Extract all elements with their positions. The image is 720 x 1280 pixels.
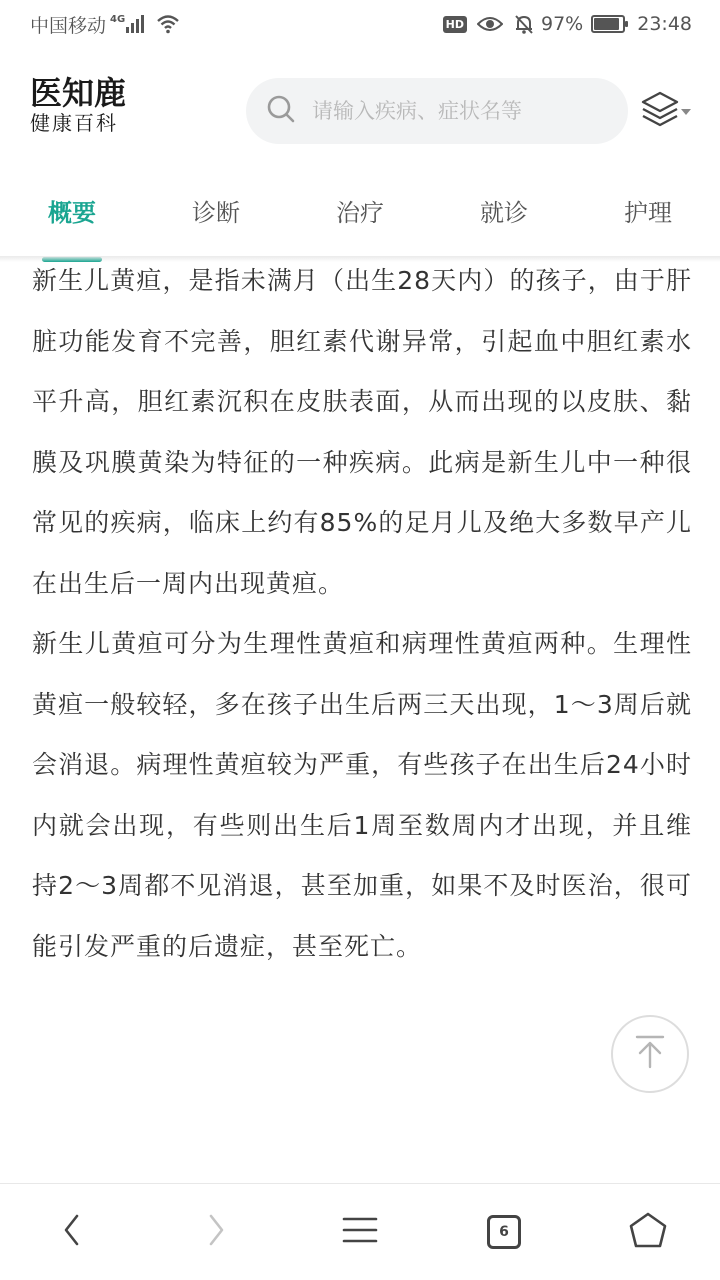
tab-count: 6: [487, 1215, 521, 1249]
battery-percent: 97%: [541, 13, 584, 35]
back-arrow-icon: [62, 1212, 82, 1252]
status-bar-left: [0, 11, 180, 38]
tab-care[interactable]: 护理: [624, 199, 672, 227]
signal-icon: [126, 15, 146, 33]
article-body: [32, 251, 692, 977]
tab-diagnosis[interactable]: 诊断: [192, 199, 240, 227]
search-bar[interactable]: [246, 78, 628, 144]
home-icon: [628, 1211, 668, 1253]
back-button[interactable]: [32, 1192, 112, 1272]
layers-button[interactable]: [640, 88, 700, 134]
clock: 23:48: [637, 13, 692, 35]
search-icon: [266, 94, 296, 128]
menu-icon: [342, 1215, 378, 1249]
bottom-nav: [0, 1184, 720, 1280]
chevron-down-icon: [680, 102, 692, 121]
logo-subtitle: 健康百科: [30, 111, 118, 135]
home-button[interactable]: [608, 1192, 688, 1272]
status-bar-right: [443, 13, 720, 35]
carrier-name: 中国移动: [30, 14, 107, 37]
eye-icon: [477, 15, 503, 33]
battery-fill: [594, 18, 619, 30]
tab-visit[interactable]: 就诊: [480, 199, 528, 227]
app-header: [0, 58, 720, 158]
bell-off-icon: [513, 13, 535, 35]
menu-button[interactable]: [320, 1192, 400, 1272]
battery-icon: [591, 15, 625, 33]
logo-title: 医知鹿: [30, 74, 127, 112]
status-bar: [0, 0, 720, 48]
logo[interactable]: [30, 76, 126, 136]
hd-badge: HD: [443, 16, 467, 33]
article-paragraph: 新生儿黄疸，是指未满月（出生28天内）的孩子，由于肝脏功能发育不完善，胆红素代谢异常，引起血中胆红素水平升高，胆红素沉积在皮肤表面，从而出现的以皮肤、黏膜及巩膜黄染为特征的一种疾病。此病是新生儿中一种很常见的疾病，临床上约有85%的足月儿及绝大多数早产儿在出生后一周内出现黄疸。: [32, 266, 692, 598]
back-to-top-icon: [633, 1034, 667, 1074]
article-paragraph: 新生儿黄疸可分为生理性黄疸和病理性黄疸两种。生理性黄疸一般较轻，多在孩子出生后两三天出现，1～3周后就会消退。病理性黄疸较为严重，有些孩子在出生后24小时内就会出现，有些则出生后1周至数周内才出现，并且维持2～3周都不见消退，甚至加重，如果不及时医治，很可能引发严重的后遗症，甚至死亡。: [32, 629, 692, 961]
tab-bar: [0, 178, 720, 258]
forward-button[interactable]: [176, 1192, 256, 1272]
back-to-top-button[interactable]: [611, 1015, 689, 1093]
wifi-icon: [156, 14, 180, 34]
layers-icon: [640, 90, 680, 132]
search-input[interactable]: [310, 98, 604, 124]
tab-overview[interactable]: 概要: [0, 178, 144, 258]
forward-arrow-icon: [206, 1212, 226, 1252]
tabs-button[interactable]: [464, 1192, 544, 1272]
tab-treatment[interactable]: 治疗: [336, 199, 384, 227]
network-type: 4G: [110, 13, 126, 25]
